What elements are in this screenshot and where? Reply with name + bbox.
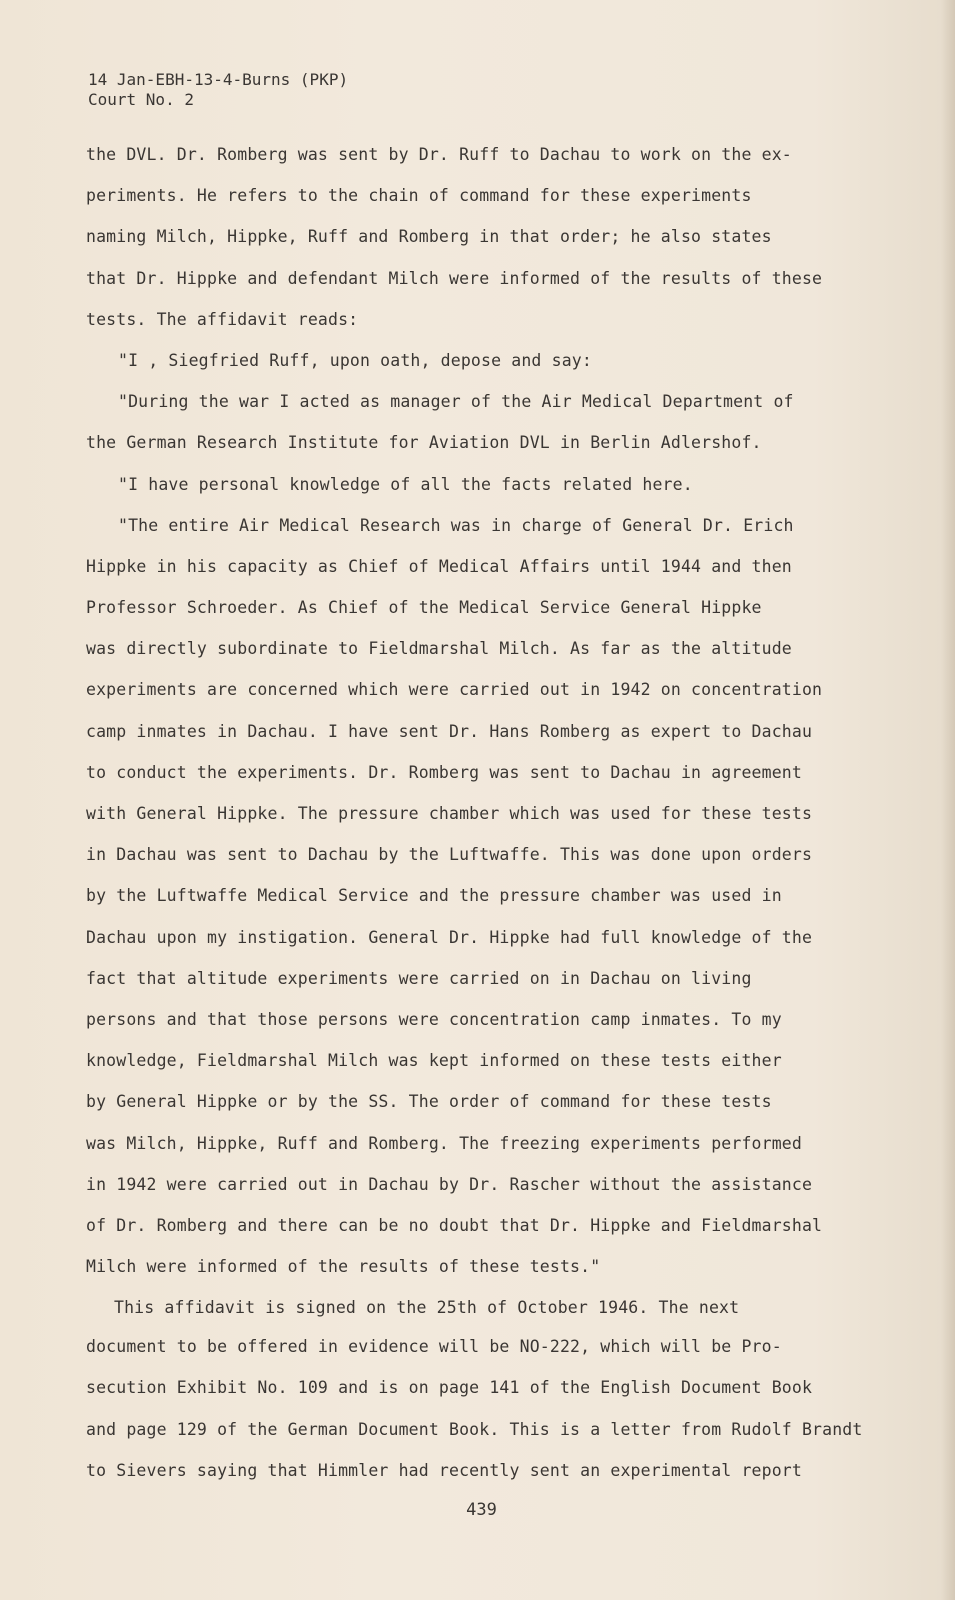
text-line: by the Luftwaffe Medical Service and the pressure chamber was used in (86, 886, 782, 906)
text-line: was Milch, Hippke, Ruff and Romberg. The freezing experiments performed (86, 1133, 802, 1153)
text-line: Professor Schroeder. As Chief of the Medical Service General Hippke (86, 598, 762, 618)
text-line: in 1942 were carried out in Dachau by Dr. Rascher without the assistance (86, 1174, 813, 1194)
text-line: Milch were informed of the results of these tests." (86, 1257, 601, 1277)
text-line: and page 129 of the German Document Book. This is a letter from Rudolf Brandt (86, 1419, 863, 1439)
header-reference: 14 Jan-EBH-13-4-Burns (PKP) (88, 70, 349, 89)
text-line: secution Exhibit No. 109 and is on page 141 of the English Document Book (86, 1378, 813, 1398)
text-line: naming Milch, Hippke, Ruff and Romberg in that order; he also states (86, 227, 772, 247)
text-line: Dachau upon my instigation. General Dr. Hippke had full knowledge of the (86, 927, 813, 947)
text-line: document to be offered in evidence will be NO-222, which will be Pro- (86, 1337, 782, 1357)
text-line: of Dr. Romberg and there can be no doubt that Dr. Hippke and Fieldmarshal (86, 1215, 823, 1235)
text-line: persons and that those persons were concentration camp inmates. To my (86, 1009, 782, 1029)
text-line: the DVL. Dr. Romberg was sent by Dr. Ruff to Dachau to work on the ex- (86, 145, 792, 164)
text-line: experiments are concerned which were carried out in 1942 on concentration (86, 680, 823, 700)
text-line: to Sievers saying that Himmler had recently sent an experimental report (86, 1460, 802, 1480)
text-line: with General Hippke. The pressure chamber which was used for these tests (86, 804, 813, 823)
page-number: 439 (466, 1500, 497, 1520)
header-court: Court No. 2 (88, 90, 194, 109)
text-line: "I have personal knowledge of all the facts related here. (118, 474, 693, 494)
text-line: in Dachau was sent to Dachau by the Luftwaffe. This was done upon orders (86, 845, 813, 865)
text-line: This affidavit is signed on the 25th of October 1946. The next (114, 1298, 740, 1318)
text-line: "During the war I acted as manager of the Air Medical Department of (118, 392, 794, 412)
text-line: that Dr. Hippke and defendant Milch were informed of the results of these (86, 268, 823, 288)
text-line: periments. He refers to the chain of command for these experiments (86, 186, 752, 206)
text-line: Hippke in his capacity as Chief of Medical Affairs until 1944 and then (86, 556, 792, 576)
text-line: was directly subordinate to Fieldmarshal Milch. As far as the altitude (86, 639, 792, 659)
document-header (88, 70, 348, 110)
text-line: camp inmates in Dachau. I have sent Dr. Hans Romberg as expert to Dachau (86, 721, 813, 741)
text-line: "The entire Air Medical Research was in charge of General Dr. Erich (118, 515, 794, 535)
text-line: by General Hippke or by the SS. The order of command for these tests (86, 1092, 772, 1112)
transcript-body (86, 141, 946, 1498)
text-line: the German Research Institute for Aviation DVL in Berlin Adlershof. (86, 433, 762, 453)
text-line: tests. The affidavit reads: (86, 309, 359, 329)
text-line: fact that altitude experiments were carried on in Dachau on living (86, 968, 752, 988)
text-line: "I , Siegfried Ruff, upon oath, depose and say: (118, 350, 592, 370)
text-line: to conduct the experiments. Dr. Romberg was sent to Dachau in agreement (86, 762, 802, 782)
text-line: knowledge, Fieldmarshal Milch was kept informed on these tests either (86, 1051, 782, 1071)
